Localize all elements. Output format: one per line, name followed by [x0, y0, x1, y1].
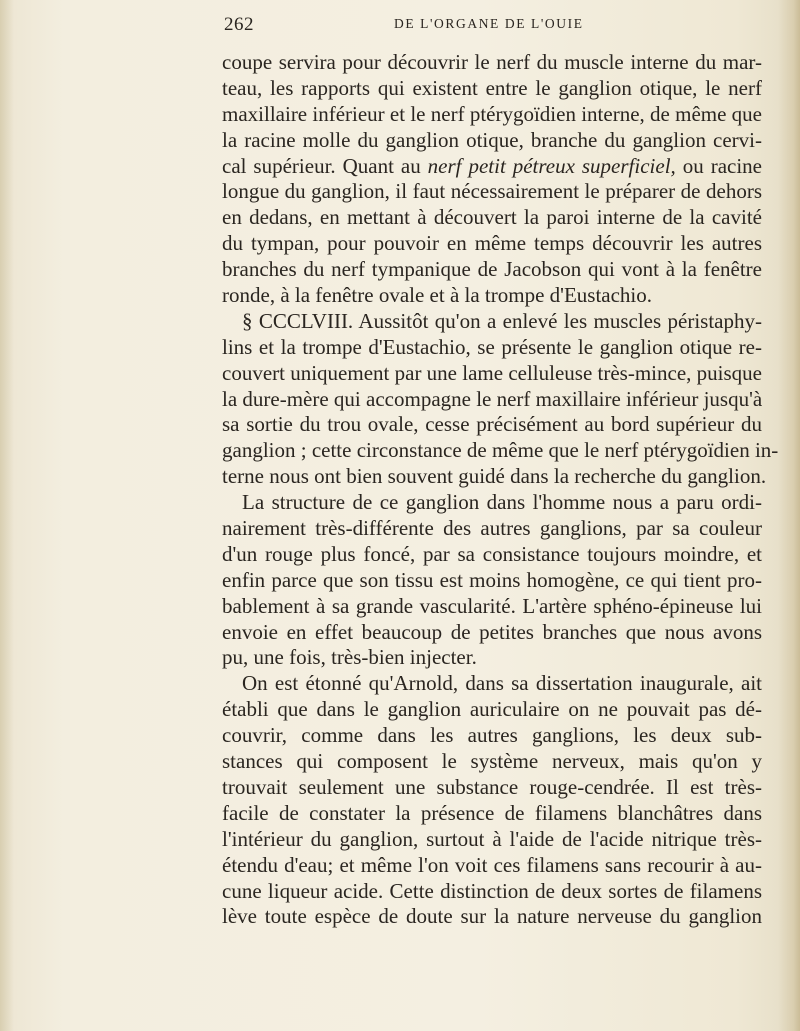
text-line: établi que dans le ganglion auriculaire on ne pouvait pas dé- — [222, 697, 762, 722]
text-line: facile de constater la présence de filamens blanchâtres dans — [222, 800, 762, 825]
page-number: 262 — [224, 14, 254, 35]
page-edge-left — [0, 0, 14, 1031]
text-line: lève toute espèce de doute sur la nature nerveuse du ganglion — [222, 904, 762, 929]
text-line: maxillaire inférieur et le nerf ptérygoïdien interne, de même que — [222, 101, 762, 126]
running-head: DE L'ORGANE DE L'OUIE — [394, 16, 584, 31]
text-line: étendu d'eau; et même l'on voit ces filamens sans recourir à au- — [222, 852, 762, 877]
page-header — [224, 14, 760, 38]
text-line: cune liqueur acide. Cette distinction de deux sortes de filamens — [222, 878, 762, 903]
text-line: enfin parce que son tissu est moins homogène, ce qui tient pro- — [222, 567, 762, 592]
text-line: sa sortie du trou ovale, cesse précisément au bord supérieur du — [222, 412, 762, 437]
text-line: la racine molle du ganglion otique, branche du ganglion cervi- — [222, 127, 762, 152]
line-post: ou racine — [675, 153, 762, 178]
text-line: stances qui composent le système nerveux, mais qu'on y — [222, 749, 762, 774]
text-line: La structure de ce ganglion dans l'homme nous a paru ordi- — [242, 490, 762, 515]
text-line: trouvait seulement une substance rouge-cendrée. Il est très- — [222, 774, 762, 799]
text-line: teau, les rapports qui existent entre le ganglion otique, le nerf — [222, 75, 762, 100]
text-line: nairement très-différente des autres ganglions, par sa couleur — [222, 516, 762, 541]
text-line: en dedans, en mettant à découvert la paroi interne de la cavité — [222, 205, 762, 230]
text-line: couvrir, comme dans les autres ganglions, les deux sub- — [222, 723, 762, 748]
text-line — [222, 154, 762, 180]
text-line: coupe servira pour découvrir le nerf du muscle interne du mar- — [222, 50, 762, 74]
text-line: pu, une fois, très-bien injecter. — [222, 645, 477, 670]
text-line: branches du nerf tympanique de Jacobson qui vont à la fenêtre — [222, 257, 762, 282]
text-line: ganglion ; cette circonstance de même que le nerf ptérygoïdien in- — [222, 438, 779, 463]
text-line: On est étonné qu'Arnold, dans sa dissertation inaugurale, ait — [242, 671, 762, 696]
line-pre: cal supérieur. Quant au — [222, 153, 428, 178]
text-line: terne nous ont bien souvent guidé dans la recherche du ganglion. — [222, 464, 767, 489]
text-line: la dure-mère qui accompagne le nerf maxillaire inférieur jusqu'à — [222, 386, 763, 411]
italic-term: nerf petit pétreux superficiel, — [427, 153, 676, 178]
text-line: du tympan, pour pouvoir en même temps découvrir les autres — [222, 231, 762, 256]
text-line: d'un rouge plus foncé, par sa consistance toujours moindre, et — [222, 541, 762, 566]
body-text — [222, 50, 779, 930]
text-line: couvert uniquement par une lame celluleuse très-mince, puisque — [222, 360, 762, 385]
text-line: envoie en effet beaucoup de petites branches que nous avons — [222, 619, 762, 644]
text-line: lins et la trompe d'Eustachio, se présente le ganglion otique re- — [222, 334, 762, 359]
text-line: bablement à sa grande vascularité. L'artère sphéno-épineuse lui — [222, 593, 762, 618]
section-heading-line: § CCCLVIII. Aussitôt qu'on a enlevé les muscles péristaphy- — [242, 308, 762, 333]
text-line: l'intérieur du ganglion, surtout à l'aide de l'acide nitrique très- — [222, 826, 762, 851]
text-line: ronde, à la fenêtre ovale et à la trompe d'Eustachio. — [222, 283, 653, 308]
text-line: longue du ganglion, il faut nécessairement le préparer de dehors — [222, 179, 762, 204]
page-edge-right — [778, 0, 800, 1031]
